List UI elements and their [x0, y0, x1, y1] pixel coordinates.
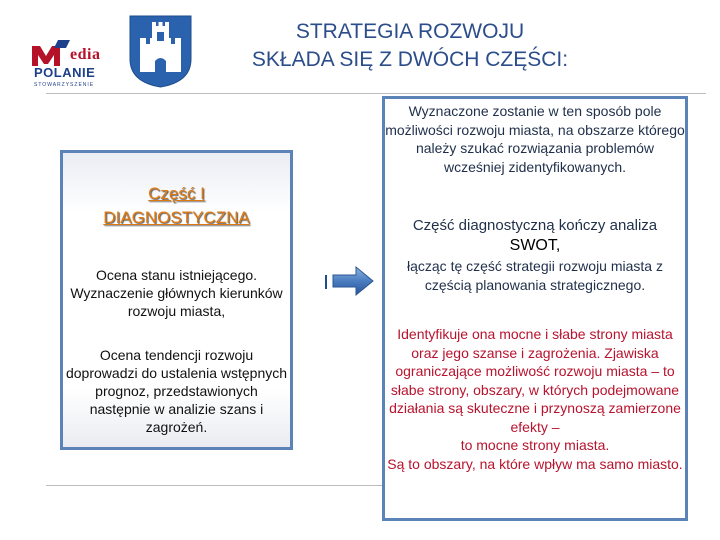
- diagnostic-part-box: [60, 150, 293, 450]
- title-line-2: SKŁADA SIĘ Z DWÓCH CZĘŚCI:: [251, 48, 569, 71]
- title-line-1: STRATEGIA ROZWOJU: [295, 20, 525, 43]
- explanation-box: [382, 96, 688, 521]
- media-brand-main: POLANIE: [34, 65, 96, 80]
- arrow-tail-bar: [325, 275, 327, 289]
- possibility-field-text: Wyznaczone zostanie w ten sposób pole możliwości rozwoju miasta, na obszarze którego należy szukać rozwiązania problemów wcześniej zidentyfikowanych.: [385, 103, 685, 175]
- media-polanie-logo: [30, 24, 110, 88]
- current-state-text: Ocena stanu istniejącego. Wyznaczenie głównych kierunków rozwoju miasta,: [70, 267, 283, 319]
- top-divider: [46, 93, 706, 94]
- swot-description-main: Identyfikuje ona mocne i słabe strony miasta oraz jego szanse i zagrożenia. Zjawiska ograniczające możliwość rozwoju miasta – to słabe strony, obszary, w których podejmowane działania są skuteczne i przynoszą zamierzone efekty –: [389, 326, 681, 435]
- part-heading: [63, 182, 290, 230]
- swot-label: SWOT,: [509, 237, 561, 254]
- media-brand-sub: STOWARZYSZENIE: [34, 82, 95, 88]
- page-title: [200, 18, 620, 74]
- swot-description-closing: Są to obszary, na które wpływ ma samo miasto.: [387, 455, 683, 472]
- right-arrow-icon: [332, 265, 374, 297]
- bottom-divider: [46, 485, 382, 486]
- swot-description-strengths: to mocne strony miasta.: [460, 437, 610, 453]
- strategy-link-text: łącząc tę część strategii rozwoju miasta z częścią planowania strategicznego.: [407, 258, 663, 293]
- diagnostic-ending-text: Część diagnostyczną kończy analiza: [412, 217, 658, 234]
- media-brand-top: edia: [70, 46, 101, 63]
- media-m-mark-icon: [30, 38, 72, 68]
- part-heading-line-1: Część I: [148, 184, 205, 203]
- swot-description: [385, 325, 685, 473]
- city-coat-of-arms-icon: [128, 14, 193, 89]
- part-heading-line-2: DIAGNOSTYCZNA: [103, 208, 250, 227]
- trend-assessment-text: Ocena tendencji rozwoju doprowadzi do ustalenia wstępnych prognoz, przedstawionych następnie w analizie szans i zagrożeń.: [65, 347, 288, 435]
